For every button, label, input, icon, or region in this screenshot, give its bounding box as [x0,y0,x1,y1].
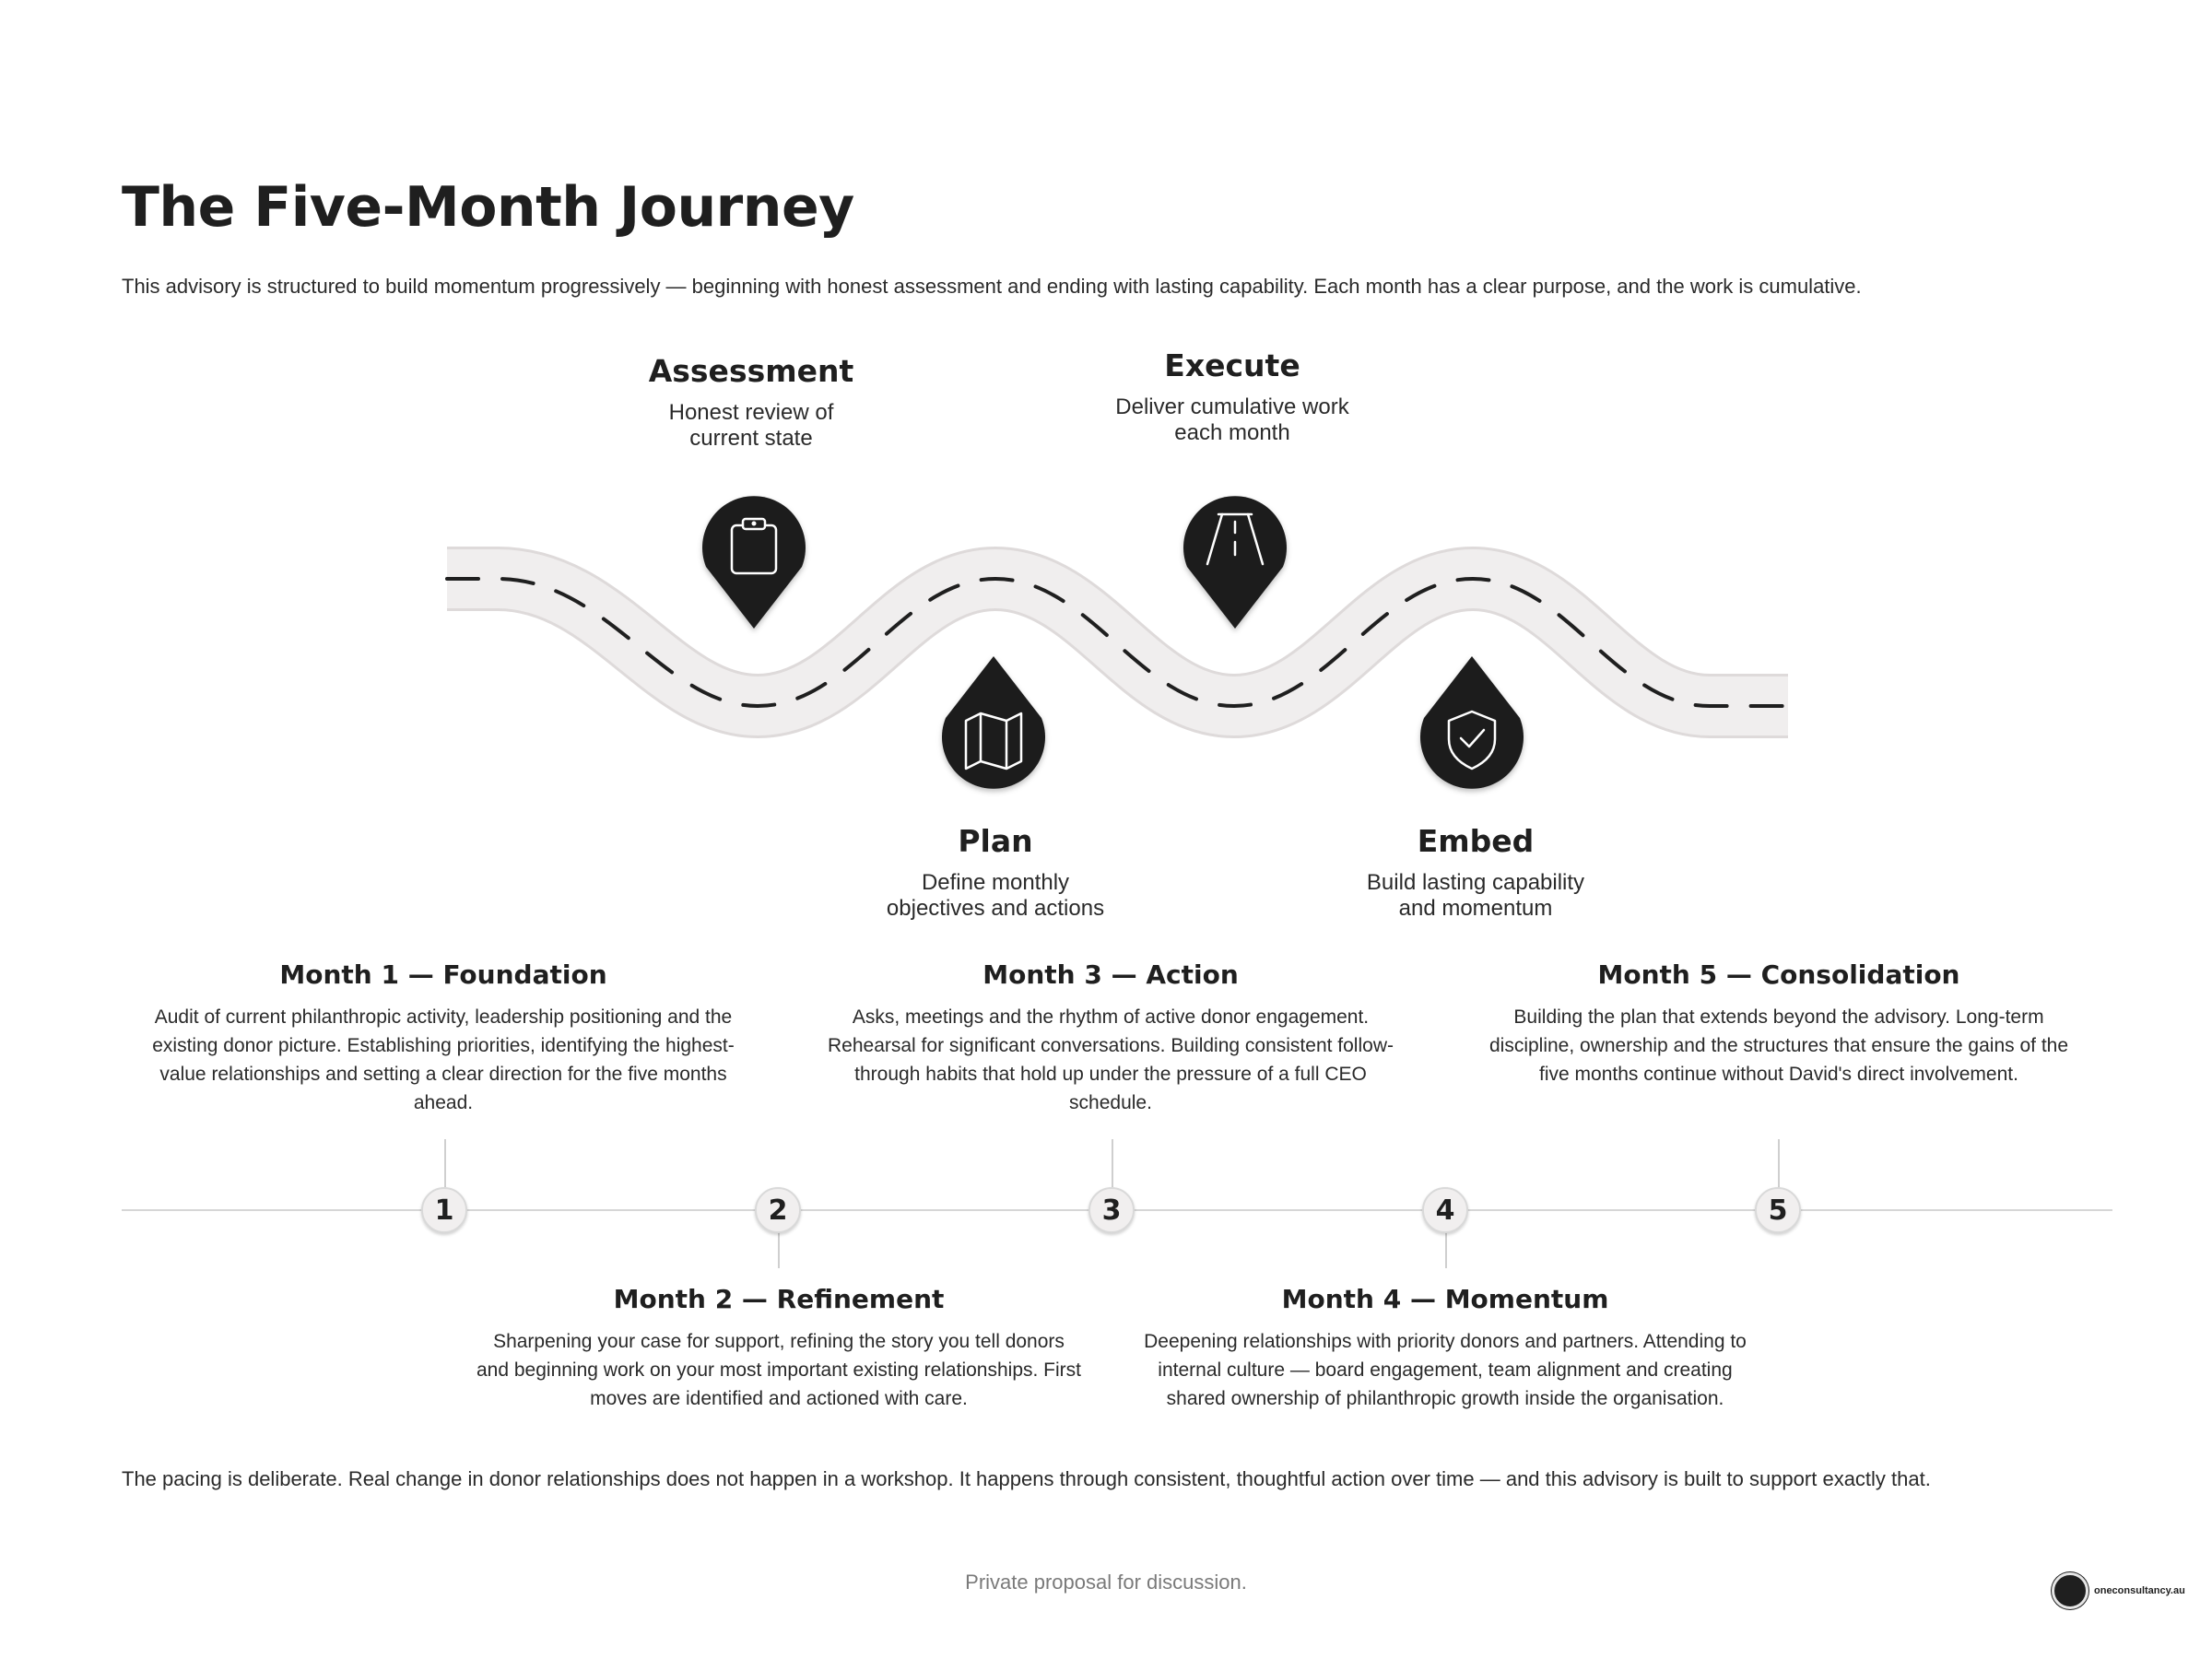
month-2-card [475,1284,1083,1413]
page-title: The Five-Month Journey [122,175,854,240]
month-description: Building the plan that extends beyond the advisory. Long-term discipline, ownership and the structures that ensure the gains of the five months continue without David's direct involvement. [1488,1006,2069,1085]
month-5-card [1479,959,2078,1088]
timeline-node-1: 1 [421,1187,467,1233]
logo-text: oneconsultancy.au [2094,1585,2185,1596]
month-title: Month 4 — Momentum [1281,1284,1609,1314]
company-logo [2052,1572,2185,1609]
month-4-card [1141,1284,1749,1413]
stage-description-line1: Honest review of [668,400,834,425]
timeline-connector [1778,1139,1780,1187]
stage-name: Execute [1164,347,1300,383]
road [447,579,1788,706]
stage-description-line1: Deliver cumulative work [1115,394,1349,419]
month-title: Month 3 — Action [982,959,1239,990]
month-1-card [144,959,743,1117]
plan-pin [942,656,1045,789]
stage-name: Embed [1417,823,1535,859]
timeline-connector [1445,1231,1447,1268]
stage-description-line2: current state [689,426,813,451]
footer-note: Private proposal for discussion. [965,1571,1247,1594]
timeline-connector [778,1231,780,1268]
month-3-card [811,959,1410,1117]
stage-description-line2: and momentum [1398,896,1553,921]
month-description: Asks, meetings and the rhythm of active donor engagement. Rehearsal for significant conversations. Building consistent follow-through habits that hold up under the pressure of a full CEO schedule. [828,1006,1394,1113]
timeline-connector [1112,1139,1113,1187]
timeline-node-5: 5 [1755,1187,1801,1233]
timeline-connector [444,1139,446,1187]
stage-description-line1: Define monthly [921,870,1070,895]
stage-name: Plan [958,823,1033,859]
stage-description-line2: each month [1174,420,1290,445]
intro-text: This advisory is structured to build momentum progressively — beginning with honest assessment and ending with lasting capability. Each month has a clear purpose, and the work is cumulative. [122,275,1862,298]
month-description: Deepening relationships with priority donors and partners. Attending to internal culture — board engagement, team alignment and creating shared ownership of philanthropic growth inside the organisation. [1144,1331,1747,1409]
month-title: Month 5 — Consolidation [1597,959,1960,990]
timeline-node-3: 3 [1088,1187,1135,1233]
execute-pin [1183,496,1287,629]
timeline-node-2: 2 [755,1187,801,1233]
stage-name: Assessment [648,353,854,389]
month-description: Sharpening your case for support, refining the story you tell donors and beginning work on your most important existing relationships. First moves are identified and actioned with care. [477,1331,1081,1409]
logo-mark-icon [2052,1572,2088,1609]
stage-description-line1: Build lasting capability [1366,870,1585,895]
stage-description-line2: objectives and actions [886,896,1105,921]
month-title: Month 2 — Refinement [613,1284,945,1314]
month-title: Month 1 — Foundation [279,959,607,990]
month-description: Audit of current philanthropic activity, leadership positioning and the existing donor picture. Establishing priorities, identifying the highest-value relationships and setting a clear direction for the five months ahead. [152,1006,735,1113]
timeline-node-4: 4 [1422,1187,1468,1233]
closing-text: The pacing is deliberate. Real change in donor relationships does not happen in a workshop. It happens through consistent, thoughtful action over time — and this advisory is built to support exactly that. [122,1467,1931,1490]
assessment-pin [702,496,806,629]
